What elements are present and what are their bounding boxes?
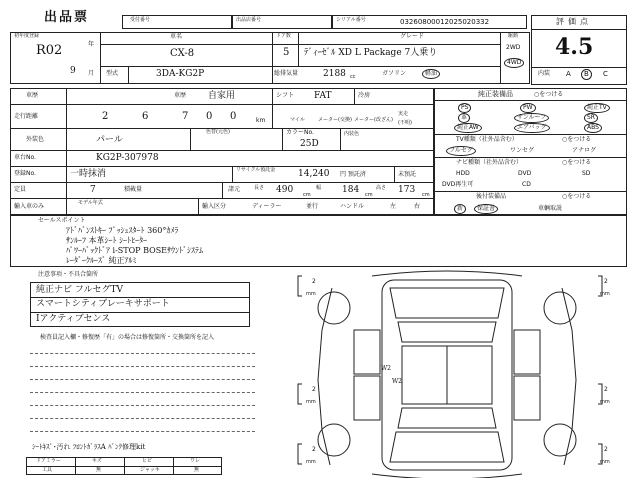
mark-1: 2 [312,278,316,285]
recycle-label: リサイクル預託金 [236,167,276,173]
navi-hdd: HDD [456,170,470,177]
height-value: 173 [398,185,416,195]
footer-text: ｼｰﾄｷｽﾞ･汚れ ﾌﾛﾝﾄｶﾞﾗｽA ﾊﾞﾝｸ修理kit [32,443,146,451]
mileage-digit-4: 0 [206,111,213,122]
mileage-opt-meter-exchange: メーター(交換) [318,117,352,123]
first-reg-year: R02 [36,43,63,58]
auction-label: 受付番号 [130,17,151,23]
length-unit: cm [303,192,311,198]
trunk [390,432,504,462]
model-year-label: モデル年式 [78,200,103,206]
wheel-left-front [318,292,350,324]
chassis-label: 車台No. [14,154,36,161]
height-label: 高さ [376,185,387,191]
cd-label: CD [522,181,531,188]
note-line-3: Iアクティブセンス [36,314,111,324]
w2-mark-b: W2 [392,378,402,385]
width-label: 幅 [316,185,322,191]
mileage-label: 走行距離 [14,113,39,120]
rear-warranty: 保証書 [474,204,498,214]
hood [390,288,504,318]
serial-value: 03260800012025020332 [400,18,490,26]
equip-tv: 純正TV [584,103,610,113]
navi-sd: SD [582,170,591,177]
mileage-opt-actual: 実走 [398,111,409,117]
color-no-label: カラーNo. [286,129,314,136]
inspector-label: 検査員記入欄・修復歴「有」の場合は修復箇所・交換箇所を記入 [40,334,215,341]
grade-value: ﾃﾞｨｰｾﾞﾙ XD L Package 7人乗り [304,48,438,58]
tv-note: ○をつける [562,136,592,143]
tv-analog: アナログ [572,147,597,154]
mark-3-unit: mm [306,399,316,405]
usage-label: 車歴 [174,92,187,99]
mileage-opt-unknown: (不明) [398,120,412,126]
note-line-1: 純正ナビ フルセグTV [36,285,124,295]
mileage-opt-meter-tampered: メーター(改ざん) [354,117,393,123]
usage-value: 自家用 [208,91,236,101]
displacement-label: 総排気量 [274,70,299,77]
door-right-rear [514,376,540,420]
equip-abs: ABS [584,123,602,133]
dealer-option: ディーラー [252,203,282,210]
legend-v4: 無 [194,467,200,473]
legend-v3: ジャッキ [140,467,160,473]
equip-sunroof: サンルーフ [514,113,549,123]
first-reg-label: 初年度登録 [14,33,40,39]
width-unit: cm [365,192,373,198]
sales-point-1: ｱﾄﾞﾊﾞﾝｽﾄｷｰ ﾌﾟｯｼｭｽﾀｰﾄ 360°ｶﾒﾗ [66,226,179,235]
tv-oneseg: ワンセグ [510,147,535,154]
mark-2: 2 [604,278,608,285]
sales-points-label: セールスポイント [38,217,86,224]
recycle-value: 14,240 [298,169,330,179]
drive-4wd-circled: 4WD [504,58,524,68]
month-unit: 月 [88,70,95,77]
serial-label: シリアル番号 [336,17,366,23]
mark-4-unit: mm [600,399,610,405]
import-label: 輸入車のみ [14,203,45,210]
km-unit: km [256,117,266,124]
grade-b-circled: B [581,69,592,80]
door-left-rear [354,376,380,420]
dvd-play-label: DVD再生可 [442,181,474,188]
note-line-2: スマートシティブレーキサポート [36,299,170,309]
fuel-gasoline: ガソリン [382,70,407,77]
navi-header: ナビ種類（社外品含む） [456,159,523,166]
handle-right: 右 [414,203,421,210]
capacity-label: 定員 [14,186,27,193]
door-right-front [514,330,540,374]
legend-h4: ワレ [190,458,201,464]
car-name: CX-8 [170,48,195,59]
model-label: 型式 [106,70,119,77]
length-label: 長さ [254,185,265,191]
car-name-label: 車名 [170,33,183,40]
equip-pw: PW [520,103,536,113]
color-change-label: 色替(元色) [206,129,230,135]
score-label: 評価点 [556,17,592,26]
sales-point-4: ﾚｰﾀﾞｰｸﾙｰｽﾞ 純正ｱﾙﾐ [66,256,137,265]
mark-6: 2 [604,446,608,453]
legend-v1: 工具 [42,467,53,473]
mileage-digit-5: 0 [230,111,237,122]
equip-aw: 純正AW [454,123,482,133]
tv-header: TV種類（社外品含む） [456,136,518,143]
recycle-unpaid: 未預託 [398,171,417,178]
color-no-value: 25D [300,139,319,149]
mark-4: 2 [604,386,608,393]
car-damage-diagram [262,270,632,478]
color-value: パール [96,135,123,145]
chassis-value: KG2P-307978 [96,153,159,163]
rear-window [398,408,496,428]
rear-manual: 車輌取説 [538,205,563,212]
dims-label: 諸元 [228,186,241,193]
navi-dvd: DVD [518,170,532,177]
history-label: 車歴 [26,92,39,99]
load-label: 積載量 [124,186,143,193]
mileage-digit-1: 2 [102,111,109,122]
interior-score-label: 内装 [538,70,551,77]
legend-h3: ヒビ [142,458,153,464]
notes-label: 注意事項・不具合箇所 [38,271,99,278]
height-unit: cm [422,192,430,198]
year-unit: 年 [88,41,95,48]
cc-unit: cc [350,74,356,80]
capacity-value: 7 [90,185,96,195]
reg-value: 一時抹消 [70,169,107,179]
legend-h2: キズ [92,458,102,464]
mark-5-unit: mm [306,459,316,465]
mark-3: 2 [312,386,316,393]
grade-label: グレード [400,33,425,40]
w2-mark-a: W2 [381,365,391,372]
first-reg-month: 9 [70,66,76,76]
grade-a: A [566,70,571,78]
doors-value: 5 [283,47,290,58]
equip-sr: SR [584,113,598,123]
reg-label: 登録No. [14,170,36,177]
interior-color-label: 内装色 [344,131,360,137]
dealer-no-label: 出品店番号 [236,17,262,23]
shift-value: FAT [314,91,332,101]
mileage-opt-mile: マイル [290,117,305,123]
parallel-option: 並行 [306,203,319,210]
equipment-note: ○をつける [534,91,564,98]
sales-point-2: ｻﾝﾙｰﾌ 本革ｼｰﾄ ｼｰﾄﾋｰﾀｰ [66,236,148,245]
left-side-outline [318,288,332,465]
rear-header: 後付装備品 [476,193,507,200]
form-title: 出品票 [44,10,90,25]
fuel-diesel-circled: 軽油 [422,69,440,79]
equipment-header: 純正装備品 [478,90,513,98]
model-value: 3DA-KG2P [156,69,205,79]
drive-label: 駆動 [508,33,519,39]
color-label: 外装色 [26,136,45,143]
drive-2wd: 2WD [506,44,521,51]
navi-note: ○をつける [562,159,592,166]
wheel-left-rear [318,424,350,456]
shift-label: シフト [276,92,295,99]
ac-label: 冷房 [358,92,371,99]
mileage-digit-3: 7 [182,111,189,122]
grade-c: C [603,70,608,78]
sales-point-3: ﾊﾟﾜｰﾊﾞｯｸﾄﾞｱ i-STOP BOSEｻｳﾝﾄﾞｼｽﾃﾑ [66,246,204,255]
mark-1-unit: mm [306,291,316,297]
handle-left: 左 [390,203,397,210]
score-value: 4.5 [555,34,594,60]
wheel-right-rear [544,424,576,456]
equip-leather: 革 [458,113,470,123]
tv-fullseg: フルセグ [446,146,476,156]
rear-note: ○をつける [562,193,592,200]
legend-h1: ドアミラー [36,458,61,464]
equip-ps: PS [458,103,471,113]
legend-v2: 無 [96,467,102,473]
doors-label: ドア数 [276,33,291,39]
mark-6-unit: mm [600,459,610,465]
windshield [398,322,496,342]
import-type-label: 輸入区分 [202,203,227,210]
handle-label: ハンドル [340,203,365,210]
length-value: 490 [276,185,294,195]
recycle-paid: 円 預託済 [340,171,366,178]
mileage-digit-2: 6 [142,111,149,122]
door-left-front [354,330,380,374]
equip-airbag: エアバッグ [514,123,550,133]
right-side-outline [562,288,576,465]
wheel-right-front [544,292,576,324]
mark-2-unit: mm [600,291,610,297]
width-value: 184 [342,185,360,195]
displacement-value: 2188 [323,69,346,79]
rear-new: 新 [454,204,466,214]
mark-5: 2 [312,446,316,453]
